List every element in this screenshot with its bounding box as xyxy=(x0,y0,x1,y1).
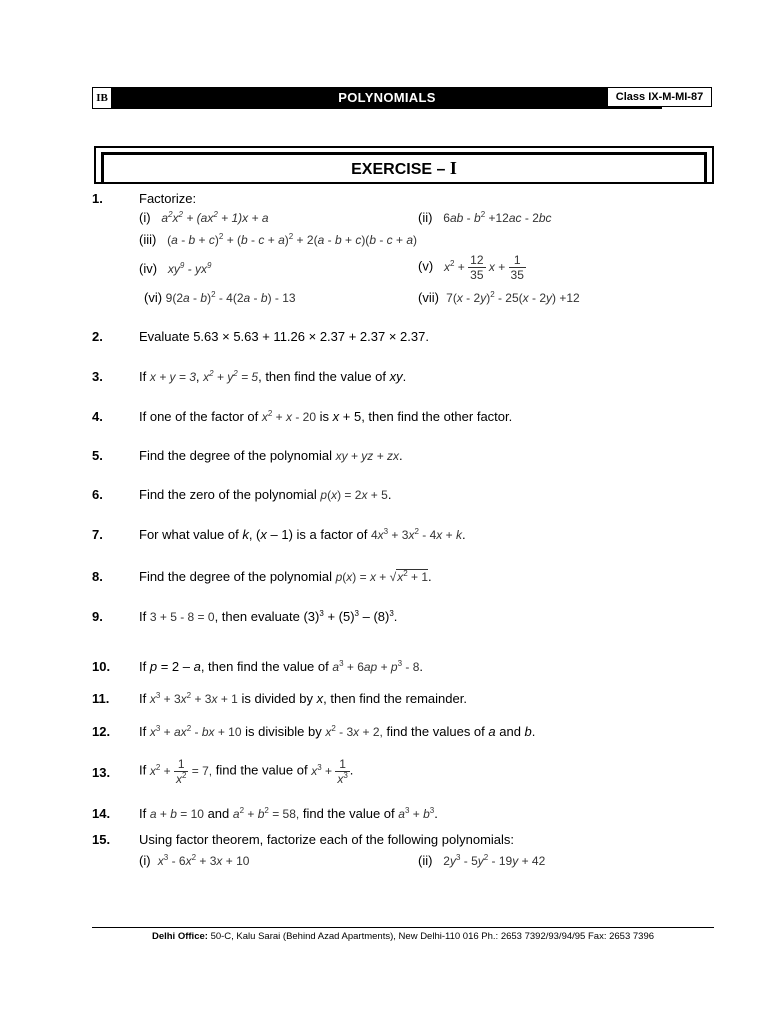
question-number: 9. xyxy=(92,609,103,624)
sub-question: (iii) $(a - b + c)^2 + (b - c + a)^2 + 2(a - b + c)(b - c + a)$ xyxy=(139,232,418,247)
math-expression: $6ab - b^2 +12ac - 2bc$ xyxy=(443,210,552,225)
math-expression: 9(2a - b)$^2$ - 4(2a - b) - 13 xyxy=(165,290,296,305)
footer-divider xyxy=(92,927,714,928)
math-expression: $(a - b + c)^2 + (b - c + a)^2 + 2(a - b + c)(b - c + a)$ xyxy=(167,232,418,247)
math-expression: x + y = 3 xyxy=(149,370,196,384)
question-text: If x + y = 3, $x^2 + y^2 = 5$, then find the value of xy. xyxy=(139,369,407,384)
math-expression: $x^2$ + $\frac{1}{x^2}$ = 7, xyxy=(149,757,213,786)
math-expression: $a^2x^2 + (ax^2 + 1)x + a$ xyxy=(161,210,269,225)
brand-logo: IB xyxy=(92,87,112,109)
chapter-title: POLYNOMIALS xyxy=(338,90,436,105)
math-expression: $x^3 + ax^2$ - bx + 10 xyxy=(149,724,242,739)
sub-question: (vii) 7(x - 2y)$^2$ - 25(x - 2y) +12 xyxy=(418,290,580,305)
question-number: 8. xyxy=(92,569,103,584)
math-expression: $2y^3 - 5y^2 - 19y + 42$ xyxy=(443,853,546,868)
question-text: Using factor theorem, factorize each of the following polynomials: xyxy=(139,832,515,847)
math-expression: p(x) = 2x + 5 xyxy=(320,488,388,502)
math-expression: $p(x) = x + √x^2 + 1$ xyxy=(335,569,429,584)
question-text: If $x^3 + 3x^2 + 3x + 1$ is divided by x, then find the remainder. xyxy=(139,691,467,706)
math-expression: $x^3$ + $\frac{1}{x^3}$ xyxy=(311,757,348,786)
math-expression: 7(x - 2y)$^2$ - 25(x - 2y) +12 xyxy=(446,290,580,305)
question-text: Evaluate 5.63 × 5.63 + 11.26 × 2.37 + 2.37 × 2.37. xyxy=(139,329,429,344)
question-number: 11. xyxy=(92,691,110,706)
sub-question: (iv) $xy^9 - yx^9$ xyxy=(139,261,212,276)
math-expression: $x^3 - 6x^2 + 3x + 10$ xyxy=(157,853,250,868)
math-expression: $x^2$ + $\frac{12}{35}$ x + $\frac{1}{35}$ xyxy=(444,253,524,282)
question-text: If $x^3 + ax^2$ - bx + 10 is divisible by $x^2 - 3x + 2$, find the values of a and b. xyxy=(139,724,536,739)
exercise-title-box xyxy=(94,146,714,184)
math-expression: a + b = 10 xyxy=(149,807,204,821)
question-number: 1. xyxy=(92,191,103,206)
math-expression: $x^2 + y^2 = 5$ xyxy=(203,369,259,384)
question-text: If 3 + 5 - 8 = 0, then evaluate $(3)^3 + (5)^3 - (8)^3$. xyxy=(139,609,398,624)
question-number: 13. xyxy=(92,765,111,780)
math-expression: $4x^3 + 3x^2 - 4x + k$ xyxy=(370,527,462,542)
question-number: 3. xyxy=(92,369,103,384)
class-code: Class IX-M-MI-87 xyxy=(607,87,712,107)
question-text: Find the degree of the polynomial xy + yz + zx. xyxy=(139,448,403,463)
sub-question: (i) $x^3 - 6x^2 + 3x + 10$ xyxy=(139,853,250,868)
question-number: 4. xyxy=(92,409,103,424)
question-text: Find the zero of the polynomial p(x) = 2x + 5. xyxy=(139,487,392,502)
question-number: 15. xyxy=(92,832,111,847)
question-number: 10. xyxy=(92,659,111,674)
sub-question: (v) $x^2$ + $\frac{12}{35}$ x + $\frac{1}{35}$ xyxy=(418,253,524,282)
footer-address: Delhi Office: 50-C, Kalu Sarai (Behind Azad Apartments), New Delhi-110 016 Ph.: 2653 7392/93/94/95 Fax: 2653 7396 xyxy=(151,931,655,942)
math-expression: $a^3 + 6ap + p^3 - 8$ xyxy=(332,659,420,674)
sub-question: (vi) 9(2a - b)$^2$ - 4(2a - b) - 13 xyxy=(144,290,296,305)
question-text: If one of the factor of $x^2 + x - 20$ is x + 5, then find the other factor. xyxy=(139,409,513,424)
math-expression: $xy^9 - yx^9$ xyxy=(167,261,212,276)
math-expression: $a^3 + b^3$ xyxy=(398,806,435,821)
question-text: For what value of k, (x – 1) is a factor of $4x^3 + 3x^2 - 4x + k$. xyxy=(139,527,466,542)
question-number: 6. xyxy=(92,487,103,502)
sub-question: (i) $a^2x^2 + (ax^2 + 1)x + a$ xyxy=(139,210,269,225)
math-expression: $a^2 + b^2 = 58$, xyxy=(232,806,300,821)
math-expression: $x^3 + 3x^2 + 3x + 1$ xyxy=(149,691,238,706)
sub-question: (ii) $6ab - b^2 +12ac - 2bc$ xyxy=(418,210,552,225)
math-expression: $x^2 + x - 20$ xyxy=(261,409,317,424)
question-text: If p = 2 – a, then find the value of $a^3 + 6ap + p^3 - 8$. xyxy=(139,659,424,674)
question-number: 14. xyxy=(92,806,111,821)
exercise-title: EXERCISE – I xyxy=(101,152,707,182)
question-text: Find the degree of the polynomial $p(x) = x + √x^2 + 1$. xyxy=(139,569,432,584)
math-expression: $x^2 - 3x + 2$, xyxy=(325,724,383,739)
question-number: 12. xyxy=(92,724,111,739)
question-text: Factorize: xyxy=(139,191,197,206)
question-number: 5. xyxy=(92,448,103,463)
question-number: 7. xyxy=(92,527,103,542)
math-expression: 3 + 5 - 8 = 0 xyxy=(149,610,215,624)
question-number: 2. xyxy=(92,329,103,344)
math-expression: xy + yz + zx xyxy=(335,449,399,463)
question-text: If $x^2$ + $\frac{1}{x^2}$ = 7, find the value of $x^3$ + $\frac{1}{x^3}$ . xyxy=(139,757,354,786)
question-text: If a + b = 10 and $a^2 + b^2 = 58$, find the value of $a^3 + b^3$. xyxy=(139,806,438,821)
sub-question: (ii) $2y^3 - 5y^2 - 19y + 42$ xyxy=(418,853,546,868)
